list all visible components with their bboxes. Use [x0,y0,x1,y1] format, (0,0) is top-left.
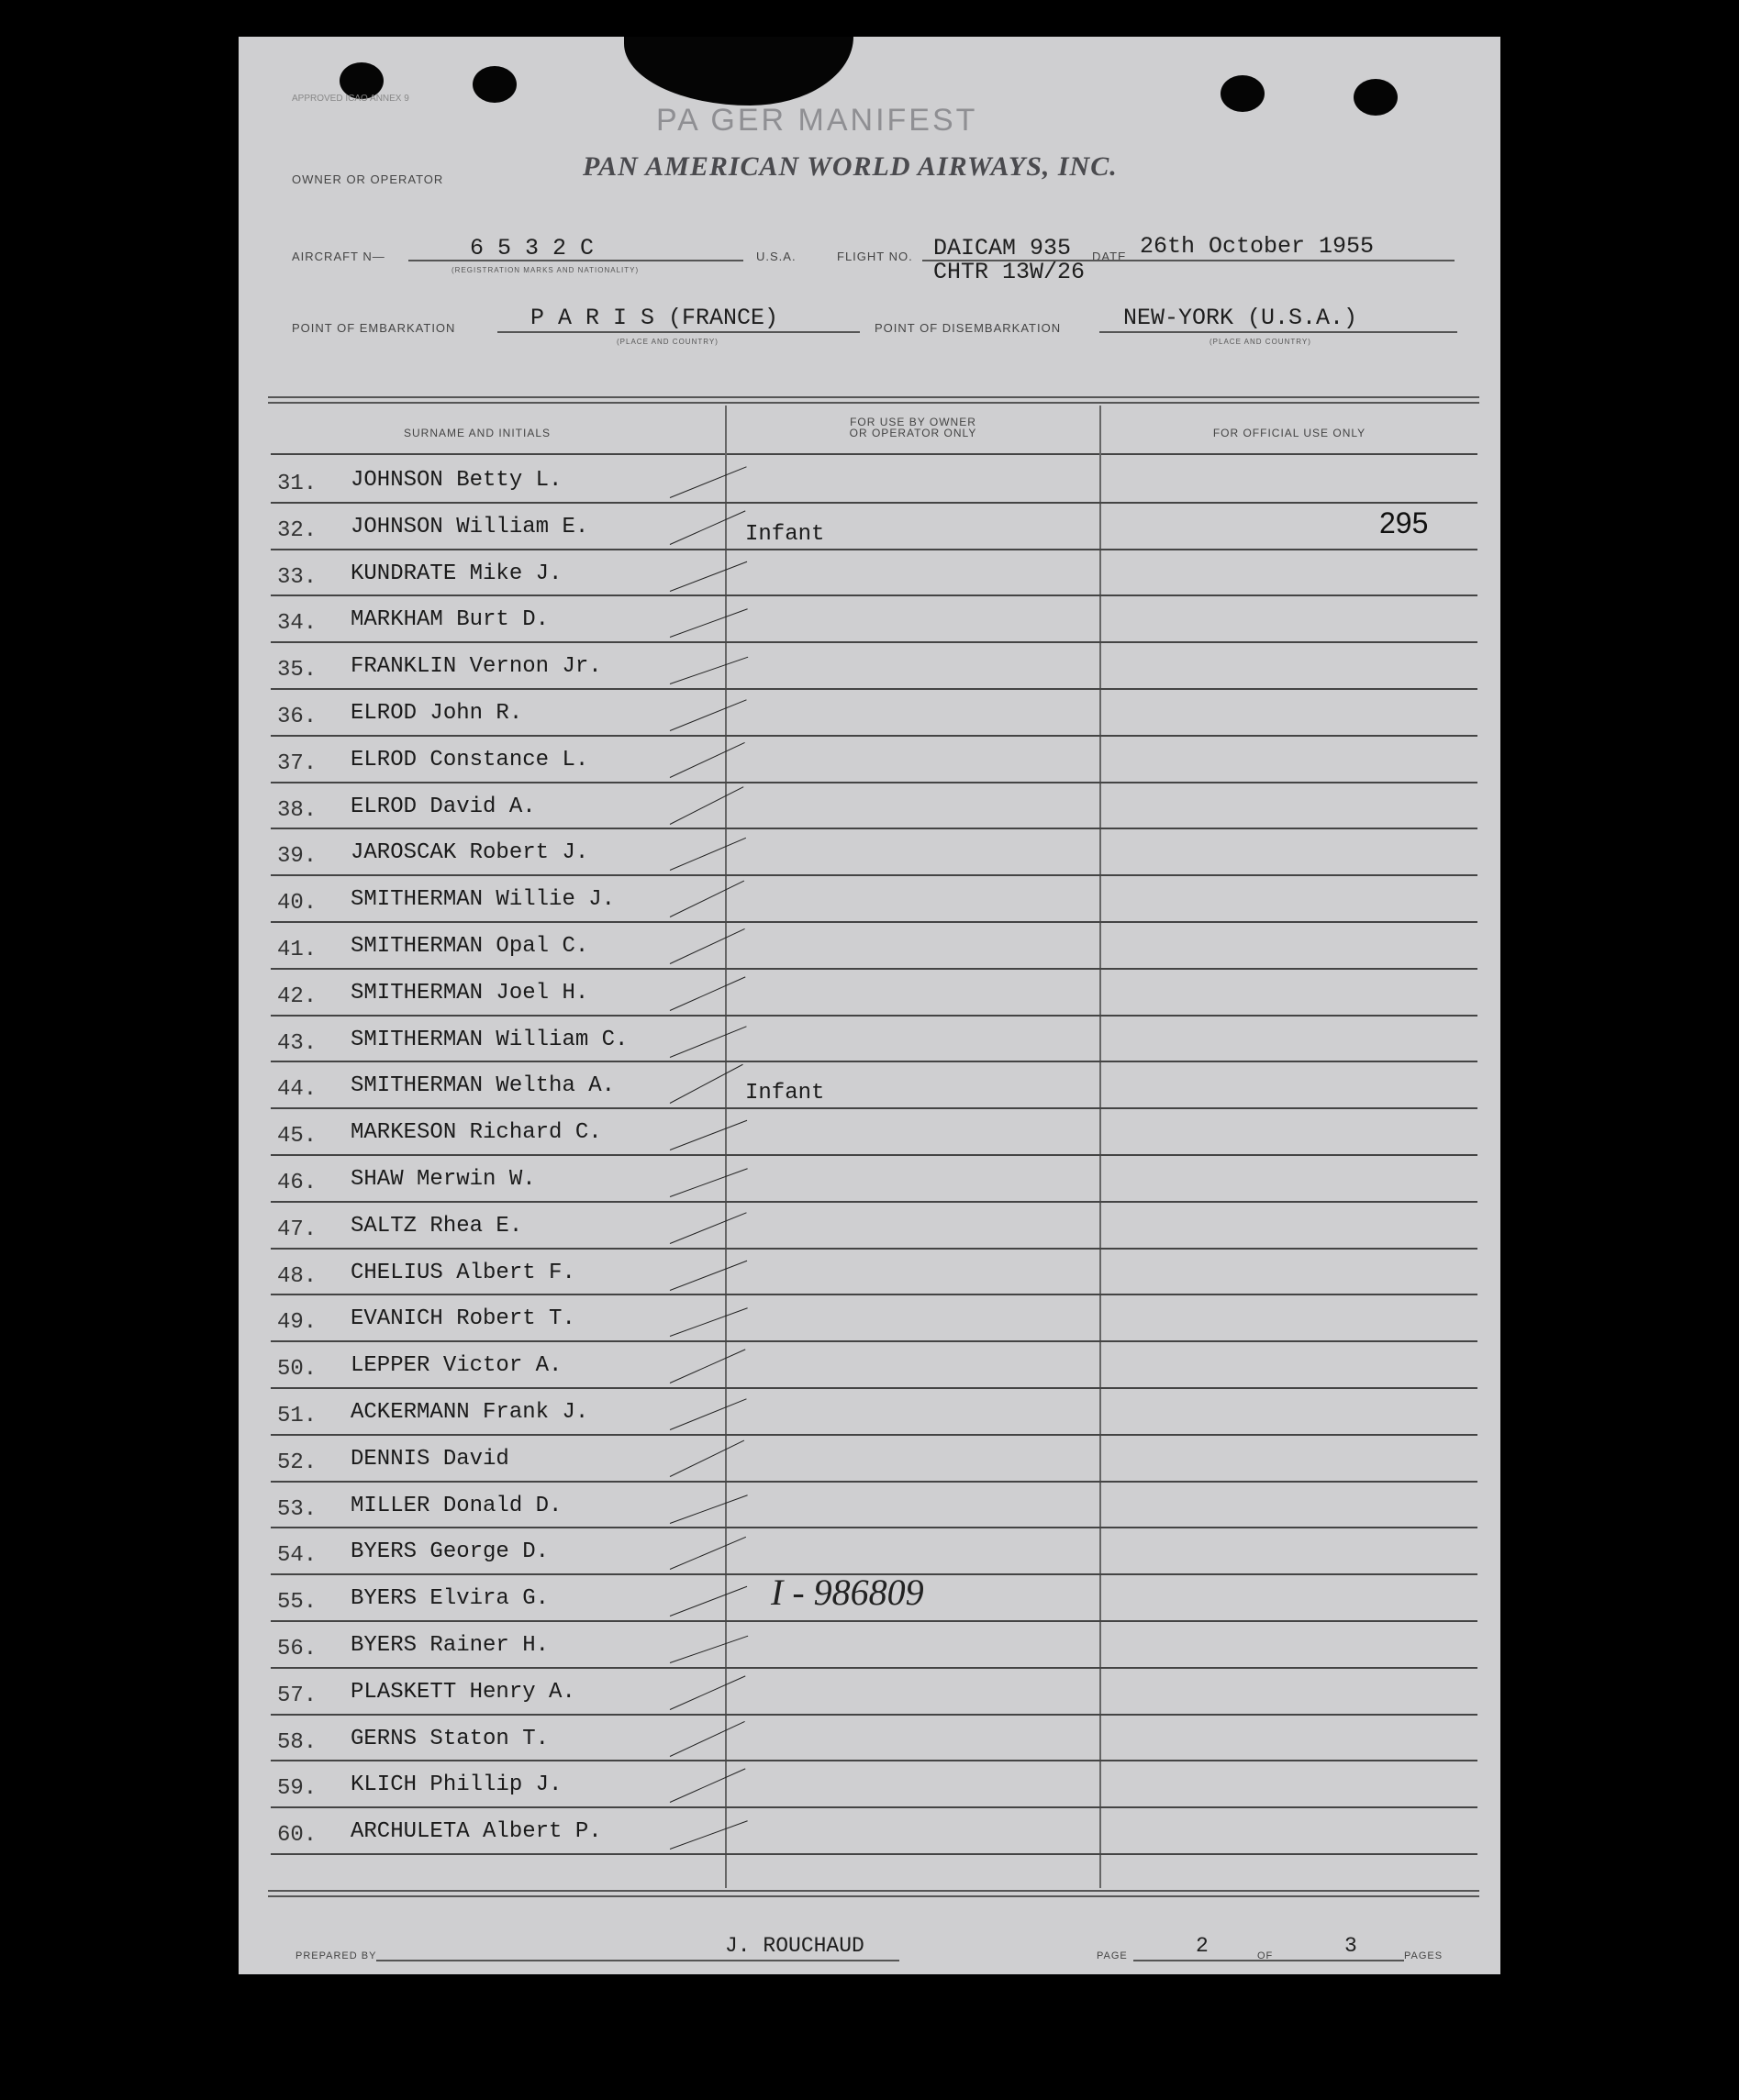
row-line [271,502,1477,504]
passenger-number: 47. [277,1217,318,1242]
passenger-name: CHELIUS Albert F. [351,1260,575,1285]
column-header-name: SURNAME AND INITIALS [403,427,552,439]
check-mark [670,1494,748,1524]
check-mark [670,609,748,639]
embarkation-underline [497,331,860,333]
row-line [271,874,1477,876]
row-line [271,1806,1477,1808]
row-line [271,1434,1477,1436]
date-underline [922,260,1455,261]
official-number: 295 [1379,506,1429,539]
passenger-number: 45. [277,1124,318,1150]
row-line [271,968,1477,970]
table-bottom-rule [268,1895,1479,1897]
date-label: DATE [1092,250,1127,263]
row-line [271,1154,1477,1156]
punch-hole [1221,75,1265,112]
passenger-number: 44. [277,1077,318,1103]
torn-edge [624,37,853,106]
check-mark [670,1586,747,1617]
aircraft-label: AIRCRAFT N— [292,250,385,263]
passenger-number: 32. [277,517,318,543]
row-line [271,1667,1477,1669]
table-bottom-rule [268,1890,1479,1892]
disembarkation-place: NEW-YORK (U.S.A.) [1123,305,1358,331]
passenger-number: 53. [277,1496,318,1522]
company-name: PAN AMERICAN WORLD AIRWAYS, INC. [583,151,1118,182]
check-mark [670,786,744,825]
passenger-name: KUNDRATE Mike J. [351,561,563,586]
row-line [271,828,1477,829]
check-mark [670,1260,747,1290]
disembarkation-underline [1099,331,1457,333]
row-line [271,1061,1477,1062]
passenger-number: 34. [277,611,318,637]
check-mark [670,1120,747,1150]
passenger-name: GERNS Staton T. [351,1726,550,1751]
check-mark [670,1820,748,1850]
column-divider [1099,406,1101,1888]
passenger-note: Infant [745,1081,825,1106]
passenger-name: BYERS Rainer H. [351,1633,550,1658]
check-mark [670,561,747,591]
check-mark [670,1168,748,1197]
passenger-name: LEPPER Victor A. [351,1353,563,1379]
passenger-number: 50. [277,1357,318,1383]
check-mark [670,510,746,545]
passenger-number: 46. [277,1171,318,1195]
passenger-name: SMITHERMAN Joel H. [351,980,589,1006]
row-line [271,1527,1477,1528]
pages-label: PAGES [1404,1950,1444,1961]
row-line [271,782,1477,783]
manifest-sheet [239,37,1500,1974]
table-top-rule [268,396,1479,398]
passenger-name: SMITHERMAN Opal C. [351,934,589,959]
passenger-name: SMITHERMAN Weltha A. [351,1073,616,1099]
row-line [271,1714,1477,1716]
form-reference: APPROVED ICAO ANNEX 9 [292,94,409,104]
passenger-name: BYERS Elvira G. [351,1586,550,1612]
passenger-number: 39. [277,844,318,870]
disembarkation-label: POINT OF DISEMBARKATION [875,321,1062,335]
embarkation-label: POINT OF EMBARKATION [292,321,456,335]
passenger-name: EVANICH Robert T. [351,1306,575,1332]
passenger-name: MARKHAM Burt D. [351,607,550,633]
passenger-number: 59. [277,1776,318,1802]
punch-hole [1354,79,1398,116]
flight-number: DAICAM 935 [933,235,1072,261]
row-line [271,1387,1477,1389]
row-line [271,735,1477,737]
embarkation-sublabel: (PLACE AND COUNTRY) [617,338,719,346]
passenger-number: 54. [277,1543,318,1569]
total-pages: 3 [1344,1934,1357,1958]
row-line [271,1201,1477,1203]
aircraft-underline [408,260,743,261]
passenger-name: DENNIS David [351,1446,509,1472]
prepared-by-label: PREPARED BY [295,1950,377,1961]
passenger-number: 52. [277,1450,318,1475]
passenger-name: PLASKETT Henry A. [351,1679,575,1705]
passenger-name: JAROSCAK Robert J. [351,840,589,866]
passenger-note: Infant [745,521,825,547]
column-header-owner [725,417,1101,439]
check-mark [670,838,746,871]
passenger-name: MILLER Donald D. [351,1493,563,1518]
passenger-number: 35. [277,658,318,683]
check-mark [670,1675,746,1710]
row-line [271,549,1477,550]
row-line [271,1015,1477,1017]
passenger-number: 33. [277,564,318,590]
row-line [271,688,1477,690]
passenger-name: ELROD David A. [351,794,536,819]
embarkation-place: P A R I S (FRANCE) [530,305,779,331]
passenger-name: ELROD Constance L. [351,747,589,772]
passenger-name: JOHNSON Betty L. [351,468,563,493]
check-mark [670,1026,747,1058]
passenger-number: 42. [277,983,318,1009]
check-mark [670,1721,745,1757]
passenger-name: MARKESON Richard C. [351,1120,602,1146]
flight-date: 26th October 1955 [1140,233,1375,260]
row-line [271,1620,1477,1622]
disembarkation-sublabel: (PLACE AND COUNTRY) [1209,338,1311,346]
passenger-name: SMITHERMAN William C. [351,1027,629,1052]
page-label: PAGE [1097,1950,1128,1961]
check-mark [670,1064,743,1104]
passenger-number: 48. [277,1263,318,1289]
check-mark [670,1350,746,1384]
passenger-number: 60. [277,1823,318,1849]
check-mark [670,1308,748,1338]
of-label: OF [1257,1950,1274,1961]
page-title: PA GER MANIFEST [656,103,978,138]
check-mark [670,1537,746,1570]
passenger-name: ELROD John R. [351,701,523,726]
passenger-number: 41. [277,938,318,962]
passenger-number: 38. [277,797,318,823]
passenger-name: BYERS George D. [351,1539,550,1565]
passenger-number: 31. [277,472,318,496]
passenger-name: ARCHULETA Albert P. [351,1819,602,1845]
punch-hole [473,66,517,103]
passenger-name: SMITHERMAN Willie J. [351,887,616,913]
check-mark [670,1212,747,1244]
passenger-number: 43. [277,1030,318,1056]
row-line [271,1340,1477,1342]
column-header-owner-line1: FOR USE BY OWNER [850,416,976,428]
row-line [271,1248,1477,1250]
check-mark [670,1398,747,1430]
passenger-number: 36. [277,705,318,729]
header-bottom-line [271,453,1477,455]
aircraft-sublabel: (REGISTRATION MARKS AND NATIONALITY) [451,266,640,274]
row-line [271,1107,1477,1109]
check-mark [670,657,748,684]
flight-label: FLIGHT NO. [837,250,913,263]
prepared-underline [376,1960,899,1961]
handwritten-note: I - 986809 [771,1572,924,1613]
row-line [271,1294,1477,1295]
row-line [271,921,1477,923]
row-line [271,1853,1477,1855]
passenger-name: KLICH Phillip J. [351,1772,563,1798]
passenger-number: 51. [277,1404,318,1428]
check-mark [670,1439,744,1476]
check-mark [670,881,744,917]
check-mark [670,928,745,964]
passenger-name: FRANKLIN Vernon Jr. [351,654,602,680]
aircraft-number: 6 5 3 2 C [470,235,595,261]
passenger-number: 40. [277,891,318,917]
passenger-name: ACKERMANN Frank J. [351,1400,589,1425]
check-mark [670,699,747,731]
column-header-official: FOR OFFICIAL USE ONLY [1212,427,1366,439]
passenger-number: 58. [277,1729,318,1755]
passenger-number: 56. [277,1637,318,1661]
row-line [271,1760,1477,1761]
column-divider [725,406,727,1888]
page-number: 2 [1196,1934,1209,1958]
charter-number: CHTR 13W/26 [933,259,1086,285]
prepared-by-name: J. ROUCHAUD [725,1934,864,1958]
row-line [271,641,1477,643]
check-mark [670,976,746,1011]
passenger-name: SALTZ Rhea E. [351,1213,523,1239]
table-top-rule [268,402,1479,404]
check-mark [670,466,747,498]
passenger-number: 49. [277,1310,318,1336]
page-underline [1133,1960,1404,1961]
passenger-number: 57. [277,1683,318,1708]
check-mark [670,1769,746,1804]
column-header-owner-line2: OR OPERATOR ONLY [849,427,977,439]
passenger-number: 55. [277,1590,318,1616]
check-mark [670,1636,748,1663]
check-mark [670,742,745,778]
owner-label: OWNER OR OPERATOR [292,172,444,186]
passenger-name: SHAW Merwin W. [351,1167,536,1192]
row-line [271,1481,1477,1483]
usa-label: U.S.A. [756,250,797,263]
passenger-number: 37. [277,750,318,776]
passenger-name: JOHNSON William E. [351,514,589,539]
row-line [271,594,1477,596]
